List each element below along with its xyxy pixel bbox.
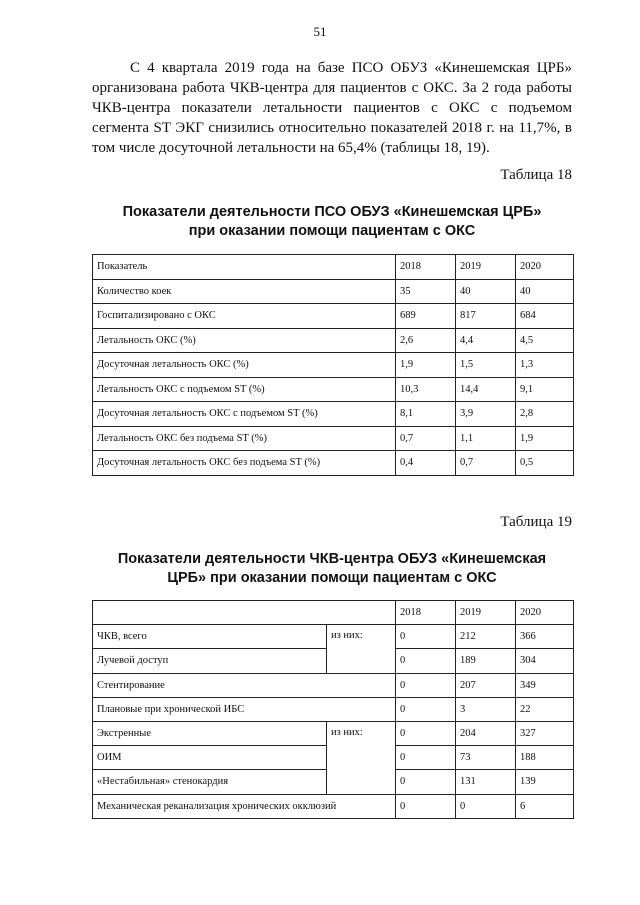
value-cell: 3 (456, 697, 516, 721)
row-label: Плановые при хронической ИБС (93, 697, 396, 721)
table-18-label: Таблица 18 (500, 167, 572, 183)
value-cell: 0 (456, 794, 516, 818)
value-cell: 189 (456, 649, 516, 673)
header-cell (93, 601, 396, 625)
value-cell: 0 (396, 649, 456, 673)
row-label: Механическая реканализация хронических окклюзий (93, 794, 396, 818)
row-label: Лучевой доступ (93, 649, 327, 673)
table-18 (92, 254, 574, 476)
value-cell: 3,9 (456, 402, 516, 427)
table-row (93, 279, 574, 304)
row-label: Летальность ОКС (%) (93, 328, 396, 353)
table-row (93, 377, 574, 402)
header-cell: 2019 (456, 601, 516, 625)
value-cell: 1,3 (516, 353, 574, 378)
value-cell: 0 (396, 625, 456, 649)
header-cell: 2020 (516, 255, 574, 280)
sub-label-cell: из них: (327, 721, 396, 794)
value-cell: 366 (516, 625, 574, 649)
header-cell: 2018 (396, 255, 456, 280)
row-label: Досуточная летальность ОКС (%) (93, 353, 396, 378)
value-cell: 349 (516, 673, 574, 697)
value-cell: 1,9 (396, 353, 456, 378)
value-cell: 304 (516, 649, 574, 673)
value-cell: 131 (456, 770, 516, 794)
value-cell: 8,1 (396, 402, 456, 427)
row-label: ЧКВ, всего (93, 625, 327, 649)
value-cell: 327 (516, 721, 574, 745)
table-row (93, 625, 574, 649)
table-row (93, 304, 574, 329)
table-row (93, 794, 574, 818)
value-cell: 0 (396, 697, 456, 721)
row-label: «Нестабильная» стенокардия (93, 770, 327, 794)
value-cell: 0 (396, 673, 456, 697)
value-cell: 0 (396, 746, 456, 770)
row-label: Летальность ОКС с подъемом ST (%) (93, 377, 396, 402)
value-cell: 40 (516, 279, 574, 304)
value-cell: 35 (396, 279, 456, 304)
sub-label-cell: из них: (327, 625, 396, 673)
row-label: Досуточная летальность ОКС с подъемом ST (%) (93, 402, 396, 427)
value-cell: 0,4 (396, 451, 456, 476)
value-cell: 0,5 (516, 451, 574, 476)
table-19-label: Таблица 19 (500, 514, 572, 530)
header-cell: Показатель (93, 255, 396, 280)
value-cell: 2,8 (516, 402, 574, 427)
table-row (93, 697, 574, 721)
value-cell: 684 (516, 304, 574, 329)
table-19-title-line1: Показатели деятельности ЧКВ-центра ОБУЗ «Кинешемская (117, 551, 547, 567)
value-cell: 0,7 (456, 451, 516, 476)
value-cell: 4,5 (516, 328, 574, 353)
intro-paragraph: С 4 квартала 2019 года на базе ПСО ОБУЗ «Кинешемская ЦРБ» организована работа ЧКВ-центра для пациентов с ОКС. За 2 года работы ЧКВ-центра показатели летальности пациентов с ОКС с подъемом сегмента ST ЭКГ снизились относительно показателей 2018 г. на 11,7%, в том числе досуточной летальности на 65,4% (таблицы 18, 19). (92, 60, 572, 156)
value-cell: 212 (456, 625, 516, 649)
header-cell: 2019 (456, 255, 516, 280)
value-cell: 6 (516, 794, 574, 818)
value-cell: 207 (456, 673, 516, 697)
row-label: ОИМ (93, 746, 327, 770)
table-19-title-line2: ЦРБ» при оказании помощи пациентам с ОКС (167, 570, 497, 586)
value-cell: 0 (396, 721, 456, 745)
value-cell: 2,6 (396, 328, 456, 353)
value-cell: 139 (516, 770, 574, 794)
value-cell: 10,3 (396, 377, 456, 402)
table-19-title (92, 550, 572, 588)
value-cell: 188 (516, 746, 574, 770)
table-row (93, 353, 574, 378)
row-label: Количество коек (93, 279, 396, 304)
row-label: Летальность ОКС без подъема ST (%) (93, 426, 396, 451)
value-cell: 1,5 (456, 353, 516, 378)
value-cell: 0 (396, 770, 456, 794)
value-cell: 689 (396, 304, 456, 329)
header-cell: 2018 (396, 601, 456, 625)
page-number: 51 (313, 24, 327, 39)
value-cell: 1,1 (456, 426, 516, 451)
table-18-title-line2: при оказании помощи пациентам с ОКС (188, 223, 476, 239)
header-cell: 2020 (516, 601, 574, 625)
value-cell: 4,4 (456, 328, 516, 353)
row-label: Экстренные (93, 721, 327, 745)
table-row (93, 673, 574, 697)
table-row (93, 328, 574, 353)
table-19 (92, 600, 574, 819)
table-row (93, 426, 574, 451)
table-row (93, 402, 574, 427)
value-cell: 73 (456, 746, 516, 770)
table-row (93, 721, 574, 745)
value-cell: 817 (456, 304, 516, 329)
value-cell: 9,1 (516, 377, 574, 402)
row-label: Стентирование (93, 673, 396, 697)
table-row (93, 601, 574, 625)
value-cell: 1,9 (516, 426, 574, 451)
value-cell: 40 (456, 279, 516, 304)
value-cell: 0,7 (396, 426, 456, 451)
value-cell: 204 (456, 721, 516, 745)
value-cell: 14,4 (456, 377, 516, 402)
table-row (93, 451, 574, 476)
row-label: Досуточная летальность ОКС без подъема ST (%) (93, 451, 396, 476)
table-row (93, 255, 574, 280)
row-label: Госпитализировано с ОКС (93, 304, 396, 329)
table-18-title (92, 203, 572, 241)
value-cell: 22 (516, 697, 574, 721)
table-18-title-line1: Показатели деятельности ПСО ОБУЗ «Кинешемская ЦРБ» (122, 204, 542, 220)
value-cell: 0 (396, 794, 456, 818)
